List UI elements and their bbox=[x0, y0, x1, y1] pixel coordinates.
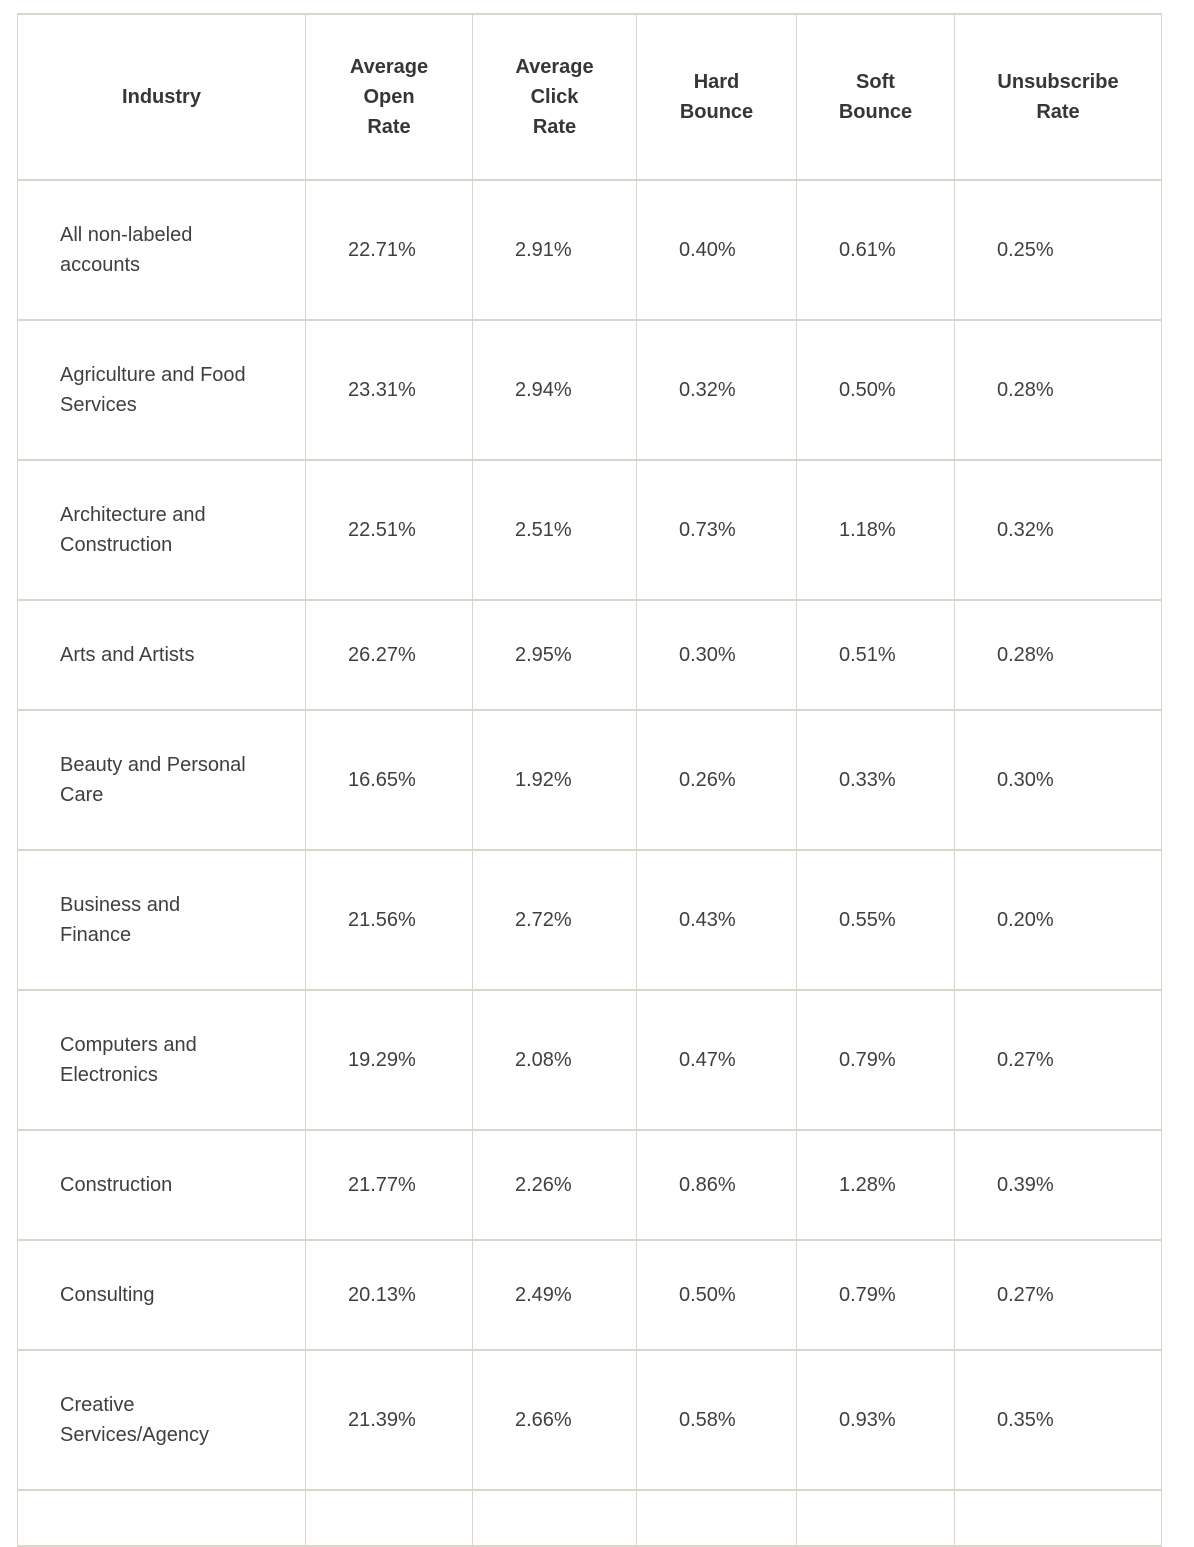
industry-cell bbox=[18, 1130, 306, 1240]
industry-label: Computers and Electronics bbox=[60, 1034, 197, 1086]
click-rate-cell: 2.94% bbox=[473, 320, 637, 460]
hard-bounce-cell: 0.86% bbox=[637, 1130, 797, 1240]
soft-bounce-cell: 0.79% bbox=[797, 1240, 955, 1350]
unsubscribe-rate-cell: 0.20% bbox=[955, 850, 1162, 990]
industry-label: All non-labeled accounts bbox=[60, 224, 193, 276]
table-row bbox=[18, 710, 1162, 850]
industry-cell bbox=[18, 180, 306, 320]
soft-bounce-cell: 0.61% bbox=[797, 180, 955, 320]
click-rate-cell: 2.91% bbox=[473, 180, 637, 320]
industry-label: Construction bbox=[60, 1174, 173, 1196]
open-rate-cell: 22.51% bbox=[306, 460, 473, 600]
click-rate-cell: 1.92% bbox=[473, 710, 637, 850]
empty-cell bbox=[955, 1490, 1162, 1546]
header-row bbox=[18, 14, 1162, 180]
hard-bounce-cell: 0.43% bbox=[637, 850, 797, 990]
soft-bounce-cell: 0.33% bbox=[797, 710, 955, 850]
open-rate-cell: 26.27% bbox=[306, 600, 473, 710]
industry-cell bbox=[18, 850, 306, 990]
hard-bounce-cell: 0.73% bbox=[637, 460, 797, 600]
open-rate-cell: 20.13% bbox=[306, 1240, 473, 1350]
industry-cell bbox=[18, 710, 306, 850]
hard-bounce-cell: 0.30% bbox=[637, 600, 797, 710]
click-rate-cell: 2.95% bbox=[473, 600, 637, 710]
unsubscribe-rate-cell: 0.32% bbox=[955, 460, 1162, 600]
click-rate-cell: 2.66% bbox=[473, 1350, 637, 1490]
hard-bounce-cell: 0.40% bbox=[637, 180, 797, 320]
soft-bounce-cell: 1.18% bbox=[797, 460, 955, 600]
table-body-partial-row bbox=[18, 1490, 1162, 1546]
empty-cell bbox=[797, 1490, 955, 1546]
open-rate-cell: 19.29% bbox=[306, 990, 473, 1130]
column-header-soft-bounce: Soft Bounce bbox=[797, 14, 955, 180]
unsubscribe-rate-cell: 0.39% bbox=[955, 1130, 1162, 1240]
open-rate-cell: 21.77% bbox=[306, 1130, 473, 1240]
table-body bbox=[18, 180, 1162, 1490]
table-row bbox=[18, 1130, 1162, 1240]
open-rate-cell: 22.71% bbox=[306, 180, 473, 320]
table-header bbox=[18, 14, 1162, 180]
industry-cell bbox=[18, 1350, 306, 1490]
soft-bounce-cell: 0.51% bbox=[797, 600, 955, 710]
empty-cell bbox=[306, 1490, 473, 1546]
unsubscribe-rate-cell: 0.30% bbox=[955, 710, 1162, 850]
column-header-industry: Industry bbox=[18, 14, 306, 180]
industry-label: Agriculture and Food Services bbox=[60, 364, 246, 416]
industry-label: Arts and Artists bbox=[60, 644, 195, 666]
industry-cell bbox=[18, 1240, 306, 1350]
unsubscribe-rate-cell: 0.25% bbox=[955, 180, 1162, 320]
empty-cell bbox=[18, 1490, 306, 1546]
unsubscribe-rate-cell: 0.28% bbox=[955, 320, 1162, 460]
industry-cell bbox=[18, 990, 306, 1130]
industry-label: Creative Services/Agency bbox=[60, 1394, 209, 1446]
industry-benchmarks-table bbox=[17, 13, 1162, 1547]
industry-label: Architecture and Construction bbox=[60, 504, 206, 556]
column-header-avg-open-rate: Average Open Rate bbox=[306, 14, 473, 180]
industry-label: Consulting bbox=[60, 1284, 155, 1306]
table-row bbox=[18, 460, 1162, 600]
soft-bounce-cell: 0.79% bbox=[797, 990, 955, 1130]
open-rate-cell: 21.56% bbox=[306, 850, 473, 990]
table-row bbox=[18, 1240, 1162, 1350]
click-rate-cell: 2.26% bbox=[473, 1130, 637, 1240]
column-header-hard-bounce: Hard Bounce bbox=[637, 14, 797, 180]
empty-cell bbox=[473, 1490, 637, 1546]
unsubscribe-rate-cell: 0.35% bbox=[955, 1350, 1162, 1490]
table-row bbox=[18, 600, 1162, 710]
industry-label: Beauty and Personal Care bbox=[60, 754, 246, 806]
empty-cell bbox=[637, 1490, 797, 1546]
industry-cell bbox=[18, 600, 306, 710]
industry-label: Business and Finance bbox=[60, 894, 181, 946]
table-row bbox=[18, 320, 1162, 460]
hard-bounce-cell: 0.26% bbox=[637, 710, 797, 850]
click-rate-cell: 2.49% bbox=[473, 1240, 637, 1350]
open-rate-cell: 16.65% bbox=[306, 710, 473, 850]
hard-bounce-cell: 0.50% bbox=[637, 1240, 797, 1350]
unsubscribe-rate-cell: 0.27% bbox=[955, 990, 1162, 1130]
table-row bbox=[18, 990, 1162, 1130]
unsubscribe-rate-cell: 0.28% bbox=[955, 600, 1162, 710]
industry-cell bbox=[18, 460, 306, 600]
click-rate-cell: 2.51% bbox=[473, 460, 637, 600]
table-row bbox=[18, 850, 1162, 990]
benchmarks-table-container bbox=[17, 13, 1162, 1547]
table-row bbox=[18, 180, 1162, 320]
soft-bounce-cell: 0.50% bbox=[797, 320, 955, 460]
click-rate-cell: 2.72% bbox=[473, 850, 637, 990]
industry-cell bbox=[18, 320, 306, 460]
hard-bounce-cell: 0.47% bbox=[637, 990, 797, 1130]
click-rate-cell: 2.08% bbox=[473, 990, 637, 1130]
open-rate-cell: 21.39% bbox=[306, 1350, 473, 1490]
column-header-avg-click-rate: Average Click Rate bbox=[473, 14, 637, 180]
soft-bounce-cell: 0.93% bbox=[797, 1350, 955, 1490]
soft-bounce-cell: 0.55% bbox=[797, 850, 955, 990]
unsubscribe-rate-cell: 0.27% bbox=[955, 1240, 1162, 1350]
open-rate-cell: 23.31% bbox=[306, 320, 473, 460]
soft-bounce-cell: 1.28% bbox=[797, 1130, 955, 1240]
hard-bounce-cell: 0.32% bbox=[637, 320, 797, 460]
column-header-unsubscribe-rate: Unsubscribe Rate bbox=[955, 14, 1162, 180]
table-row bbox=[18, 1350, 1162, 1490]
partial-next-row bbox=[18, 1490, 1162, 1546]
hard-bounce-cell: 0.58% bbox=[637, 1350, 797, 1490]
